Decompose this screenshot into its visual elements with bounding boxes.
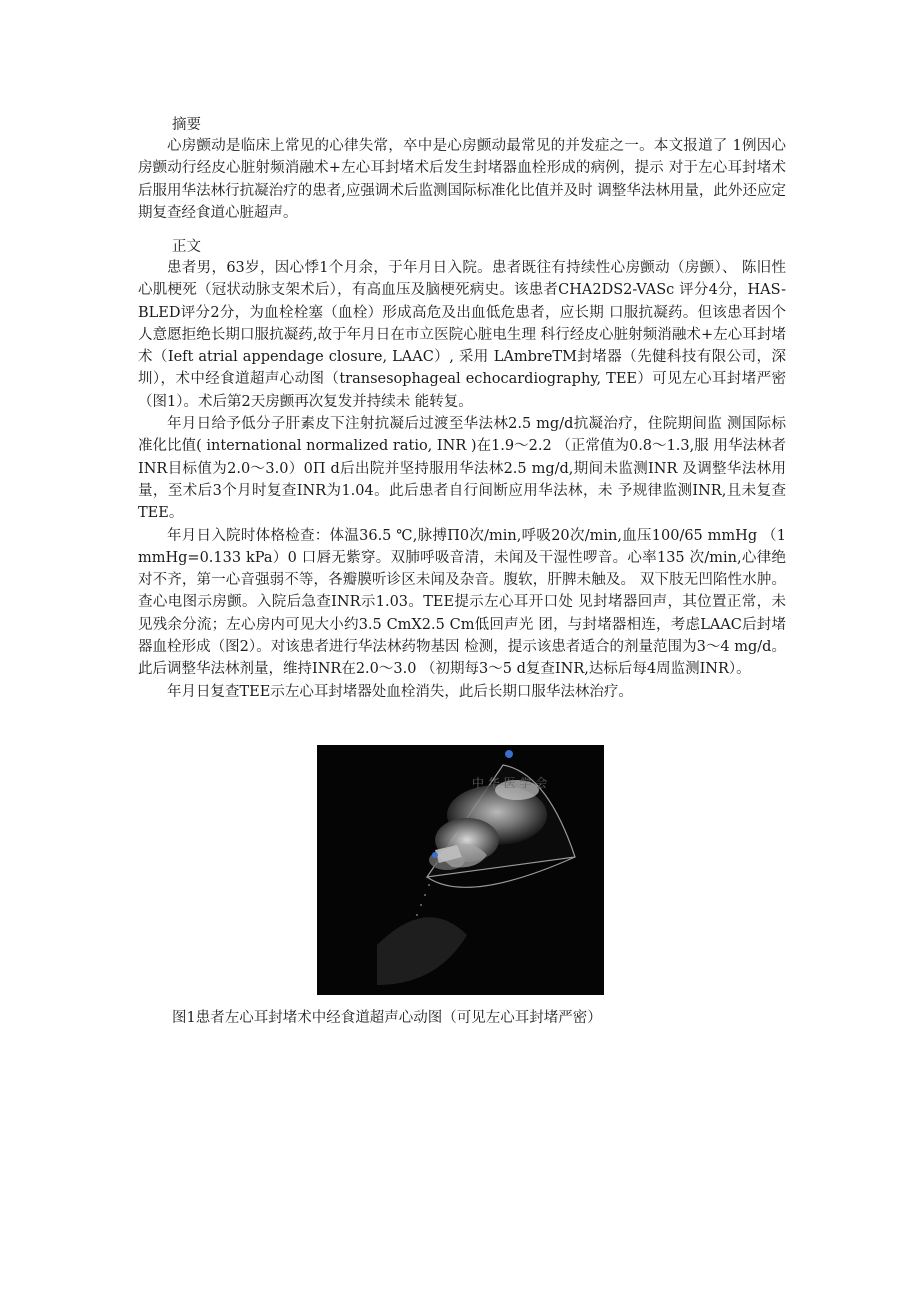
- figure-caption: 图1患者左心耳封堵术中经食道超声心动图（可见左心耳封堵严密）: [172, 1010, 602, 1026]
- paragraph-1: 患者男，63岁，因心悸1个月余，于年月日入院。患者既往有持续性心房颤动（房颤）、 陈旧性心肌梗死（冠状动脉支架术后），有高血压及脑梗死病史。该患者CHA2DS2-VASc 评分4分，HAS-BLED评分2分，为血栓栓塞（血栓）形成高危及出血低危患者，应长期 口服抗凝药。但该患者因个人意愿拒绝长期口服抗凝药,故于年月日在市立医院心脏电生理 科行经皮心脏射频消融术+左心耳封堵术（Ieft atrial appendage closure, LAAC）, 采用 LAmbreTM封堵器（先健科技有限公司，深圳），术中经食道超声心动图（transesophageal echocardiography, TEE）可见左心耳封堵严密（图1）。术后第2天房颤再次复发并持续未 能转复。: [138, 260, 786, 410]
- echocardiogram-graphic: [317, 745, 604, 995]
- abstract-text: 心房颤动是临床上常见的心律失常，卒中是心房颤动最常见的并发症之一。本文报道了 1例因心房颤动行经皮心脏射频消融术+左心耳封堵术后发生封堵器血栓形成的病例，提示 对于左心耳封堵术后服用华法林行抗凝治疗的患者,应强调术后监测国际标准化比值并及时 调整华法林用量，此外还应定期复查经食道心脏超声。: [138, 138, 786, 221]
- body-heading: 正文: [172, 239, 201, 255]
- paragraph-2: 年月日给予低分子肝素皮下注射抗凝后过渡至华法林2.5 mg/d抗凝治疗，住院期间监 测国际标准化比值( international normalized ratio, INR )在1.9～2.2 （正常值为0.8～1.3,服 用华法林者INR目标值为2.0～3.0）0Π d后出院并坚持服用华法林2.5 mg/d,期间未监测INR 及调整华法林用量，至术后3个月时复查INR为1.04。此后患者自行间断应用华法林，未 予规律监测INR,且未复查TEE。: [138, 416, 786, 522]
- abstract-body: [138, 135, 786, 224]
- paragraph-4: 年月日复查TEE示左心耳封堵器处血栓消失，此后长期口服华法林治疗。: [167, 683, 633, 700]
- watermark-text: 中 华 医 学 会: [472, 776, 548, 790]
- ultrasound-image: [317, 745, 604, 995]
- abstract-heading: 摘要: [172, 117, 201, 133]
- body-text: [138, 257, 786, 703]
- paragraph-3: 年月日入院时体格检查：体温36.5 ℃,脉搏Π0次/min,呼吸20次/min,血压100/65 mmHg （1 mmHg=0.133 kPa）0 口唇无紫穿。双肺呼吸音清，未闻及干湿性啰音。心率135 次/min,心律绝对不齐，第一心音强弱不等，各瓣膜听诊区未闻及杂音。腹软，肝脾未触及。 双下肢无凹陷性水肿。查心电图示房颤。入院后急查INR示1.03。TEE提示左心耳开口处 见封堵器回声，其位置正常，未见残余分流；左心房内可见大小约3.5 CmX2.5 Cm低回声光 团，与封堵器相连，考虑LAAC后封堵器血栓形成（图2）。对该患者进行华法林药物基因 检测，提示该患者适合的剂量范围为3～4 mg/d。此后调整华法林剂量，维持INR在2.0～3.0 （初期每3～5 d复查INR,达标后每4周监测INR）。: [138, 527, 786, 678]
